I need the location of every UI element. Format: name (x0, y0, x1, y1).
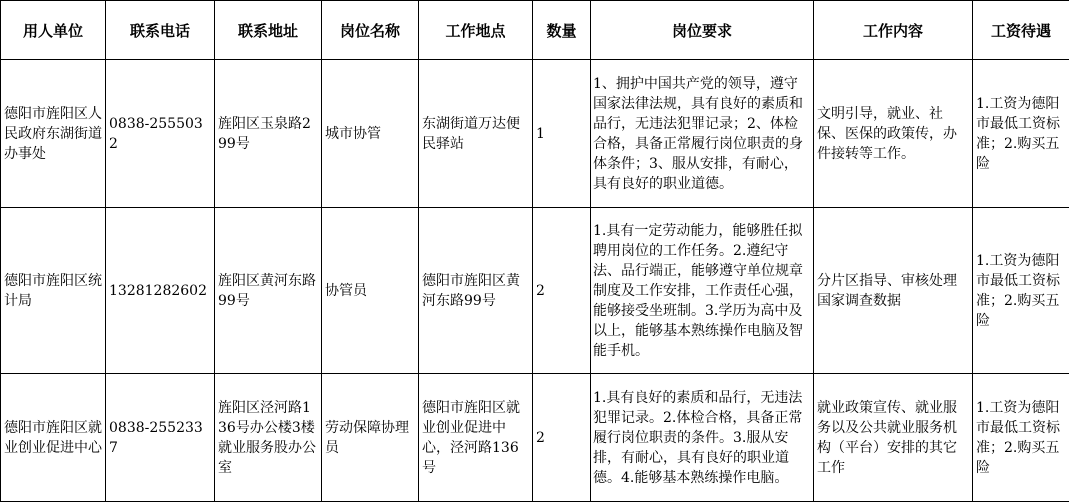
requirements-cell: 1、拥护中国共产党的领导，遵守国家法律法规，具有良好的素质和品行，无违法犯罪记录；2、体检合格，具备正常履行岗位职责的身体条件；3、服从安排，有耐心，具有良好的职业道德。 (591, 60, 814, 208)
header-salary: 工资待遇 (973, 1, 1069, 60)
position-cell: 城市协管 (322, 60, 419, 208)
position-cell: 协管员 (322, 208, 419, 374)
phone-cell: 0838-2552337 (106, 374, 215, 502)
table-row (1, 208, 1069, 374)
header-phone: 联系电话 (106, 1, 215, 60)
header-address: 联系地址 (215, 1, 322, 60)
employer-cell: 德阳市旌阳区人民政府东湖街道办事处 (1, 60, 106, 208)
phone-cell: 0838-2555032 (106, 60, 215, 208)
header-location: 工作地点 (419, 1, 533, 60)
count-cell: 2 (533, 374, 591, 502)
address-cell: 旌阳区黄河东路99号 (215, 208, 322, 374)
address-cell: 旌阳区玉泉路299号 (215, 60, 322, 208)
header-count: 数量 (533, 1, 591, 60)
content-cell: 文明引导，就业、社保、医保的政策传，办件接转等工作。 (814, 60, 973, 208)
table-row (1, 60, 1069, 208)
header-position: 岗位名称 (322, 1, 419, 60)
position-cell: 劳动保障协理员 (322, 374, 419, 502)
requirements-cell: 1.具有良好的素质和品行，无违法犯罪记录。2.体检合格，具备正常履行岗位职责的条件。3.服从安排，有耐心，具有良好的职业道德。4.能够基本熟练操作电脑。 (591, 374, 814, 502)
employer-cell: 德阳市旌阳区统计局 (1, 208, 106, 374)
location-cell: 德阳市旌阳区就业创业促进中心，泾河路136号 (419, 374, 533, 502)
location-cell: 东湖街道万达便民驿站 (419, 60, 533, 208)
header-employer: 用人单位 (1, 1, 106, 60)
table-row (1, 374, 1069, 502)
requirements-cell: 1.具有一定劳动能力，能够胜任拟聘用岗位的工作任务。2.遵纪守法、品行端正，能够遵守单位规章制度及工作安排，工作责任心强，能够接受坐班制。3.学历为高中及以上，能够基本熟练操作电脑及智能手机。 (591, 208, 814, 374)
salary-cell: 1.工资为德阳市最低工资标准；2.购买五险 (973, 374, 1069, 502)
salary-cell: 1.工资为德阳市最低工资标准；2.购买五险 (973, 60, 1069, 208)
content-cell: 分片区指导、审核处理国家调查数据 (814, 208, 973, 374)
address-cell: 旌阳区泾河路136号办公楼3楼就业服务股办公室 (215, 374, 322, 502)
header-requirements: 岗位要求 (591, 1, 814, 60)
header-content: 工作内容 (814, 1, 973, 60)
count-cell: 2 (533, 208, 591, 374)
count-cell: 1 (533, 60, 591, 208)
location-cell: 德阳市旌阳区黄河东路99号 (419, 208, 533, 374)
salary-cell: 1.工资为德阳市最低工资标准；2.购买五险 (973, 208, 1069, 374)
content-cell: 就业政策宣传、就业服务以及公共就业服务机构（平台）安排的其它工作 (814, 374, 973, 502)
phone-cell: 13281282602 (106, 208, 215, 374)
employer-cell: 德阳市旌阳区就业创业促进中心 (1, 374, 106, 502)
header-row (1, 1, 1069, 60)
